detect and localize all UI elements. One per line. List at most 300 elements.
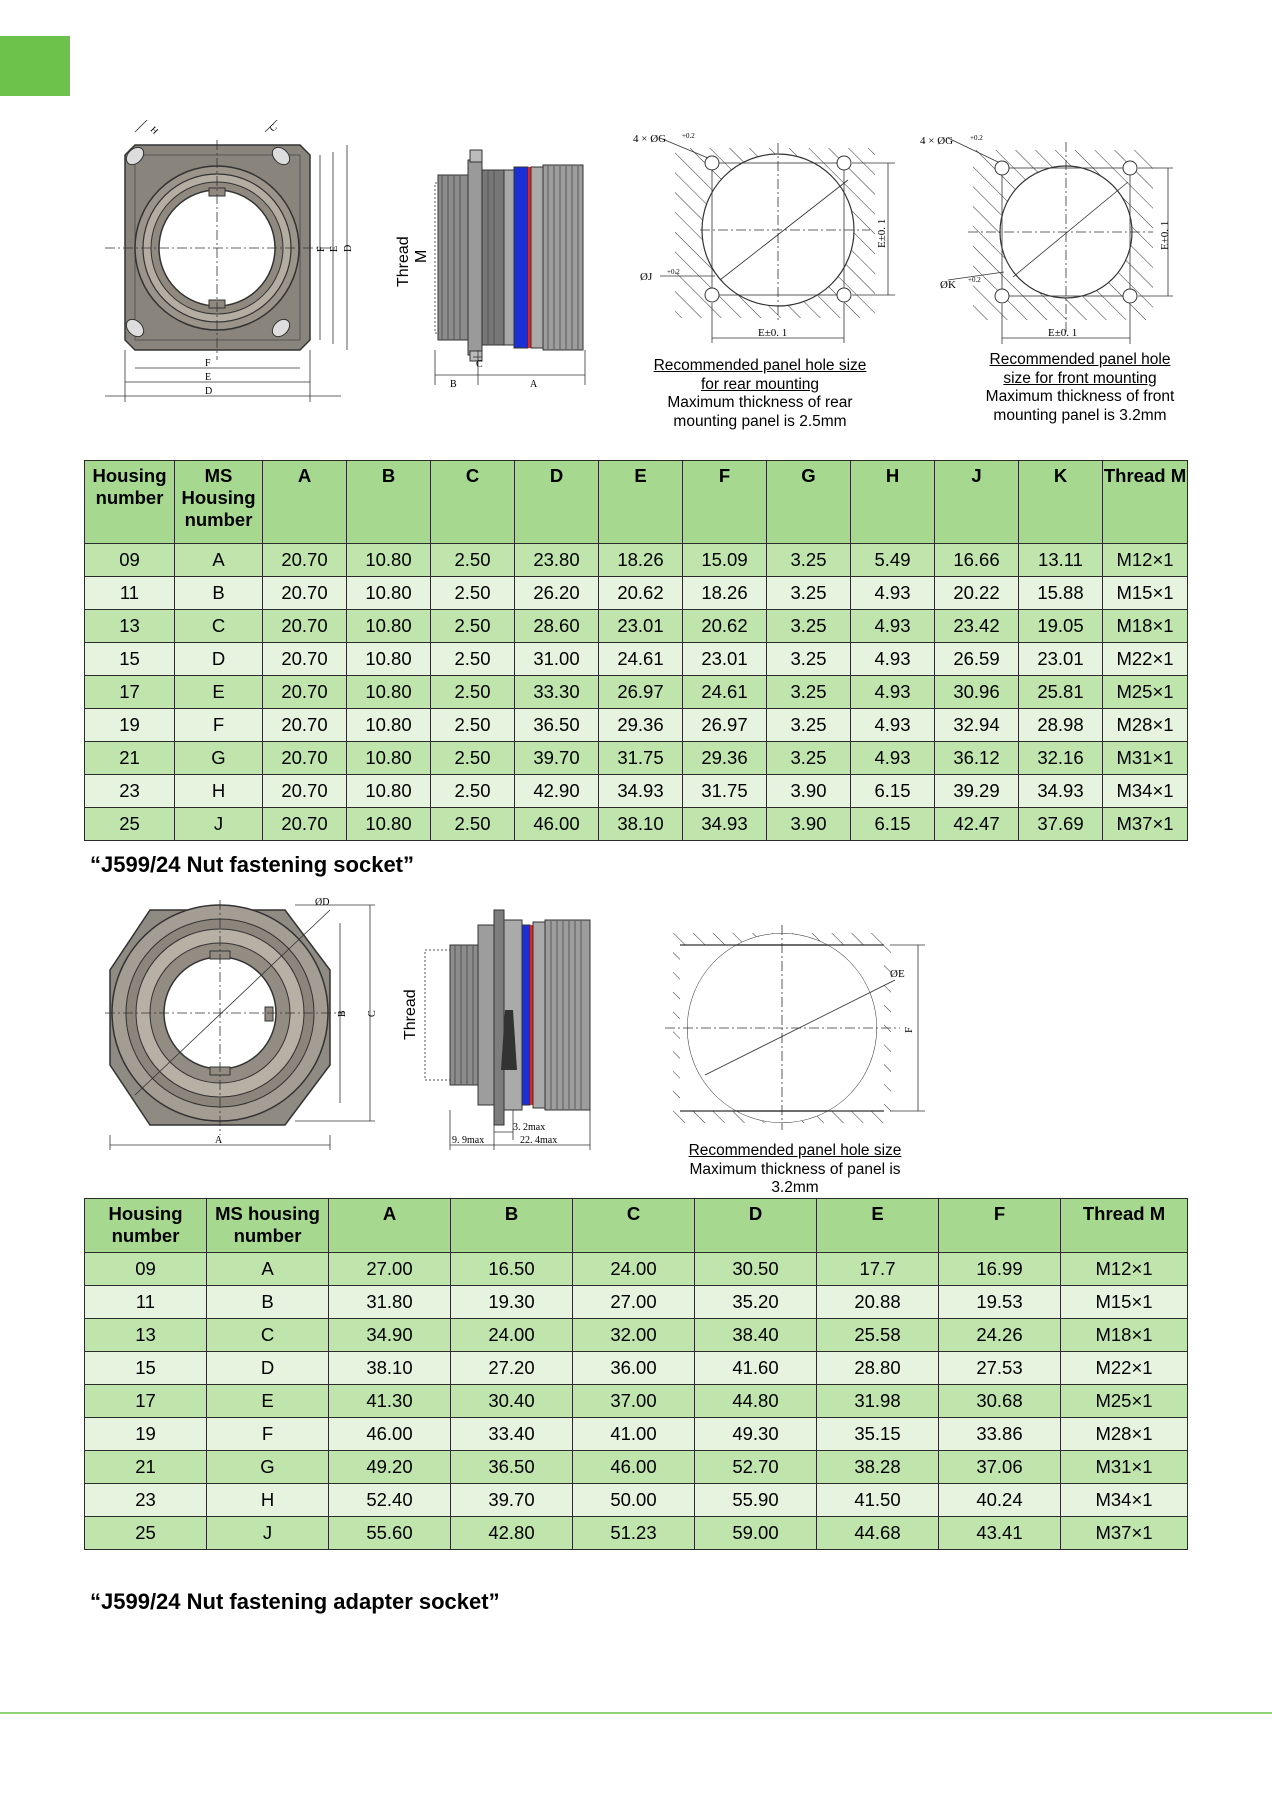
table-cell: 10.80: [347, 643, 431, 676]
table-cell: M15×1: [1103, 577, 1188, 610]
table-cell: 18.26: [599, 544, 683, 577]
table-cell: 32.16: [1019, 742, 1103, 775]
table-cell: 31.75: [599, 742, 683, 775]
front-mounting-cutout-drawing: [918, 132, 1178, 352]
table-cell: 50.00: [573, 1484, 695, 1517]
dim-label-e-vertical: E±0. 1: [876, 218, 888, 248]
table-cell: 25: [85, 1517, 207, 1550]
table-cell: 27.20: [451, 1352, 573, 1385]
table-cell: 2.50: [431, 709, 515, 742]
nut-caption-note-line2: 3.2mm: [771, 1179, 819, 1196]
brand-corner-tab: [0, 36, 70, 96]
table-cell: G: [207, 1451, 329, 1484]
dim-label-e-horizontal: E±0. 1: [758, 327, 788, 339]
table-cell: 11: [85, 1286, 207, 1319]
table-cell: 27.00: [573, 1286, 695, 1319]
table-cell: 35.20: [695, 1286, 817, 1319]
dim-label-3-2max: 3. 2max: [513, 1122, 546, 1133]
table-cell: 24.00: [451, 1319, 573, 1352]
table-cell: G: [175, 742, 263, 775]
nut-socket-cutout-drawing: [665, 925, 945, 1135]
table-cell: 31.00: [515, 643, 599, 676]
dim-label-g-tolerance: +0.2: [682, 132, 695, 140]
table-row: [85, 676, 1188, 709]
column-header: D: [515, 461, 599, 544]
table-cell: H: [207, 1484, 329, 1517]
table-cell: 3.25: [767, 577, 851, 610]
table-cell: B: [175, 577, 263, 610]
nut-socket-side-view-drawing: [395, 900, 615, 1160]
table-cell: 20.70: [263, 709, 347, 742]
thread-label: Thread: [395, 236, 412, 287]
table-cell: 38.10: [329, 1352, 451, 1385]
table-cell: 10.80: [347, 808, 431, 841]
table-cell: 20.70: [263, 676, 347, 709]
table-row: [85, 1286, 1188, 1319]
table-row: [85, 1451, 1188, 1484]
table-cell: F: [207, 1418, 329, 1451]
nut-fastening-socket-title: “J599/24 Nut fastening socket”: [90, 852, 415, 877]
table-cell: 28.80: [817, 1352, 939, 1385]
table-cell: 6.15: [851, 808, 935, 841]
table-row: [85, 775, 1188, 808]
rear-mounting-cutout-drawing: [630, 128, 910, 358]
table-cell: 2.50: [431, 643, 515, 676]
nut-socket-cutout-caption: [670, 1142, 920, 1198]
column-header: G: [767, 461, 851, 544]
table-cell: 10.80: [347, 742, 431, 775]
dim-label-d: D: [205, 386, 213, 397]
column-header: Thread M: [1061, 1199, 1188, 1253]
table-row: [85, 1385, 1188, 1418]
dim-label-e-horizontal: E±0. 1: [1048, 327, 1078, 339]
table-cell: 6.15: [851, 775, 935, 808]
table-row: [85, 643, 1188, 676]
table-cell: 38.10: [599, 808, 683, 841]
dim-label-d: ØD: [315, 897, 330, 908]
table-cell: 41.00: [573, 1418, 695, 1451]
table-cell: 23.01: [1019, 643, 1103, 676]
table-cell: 4.93: [851, 643, 935, 676]
table-cell: 10.80: [347, 610, 431, 643]
table-cell: 20.70: [263, 610, 347, 643]
dim-label-e-vertical: E: [329, 245, 340, 252]
table-cell: 13: [85, 1319, 207, 1352]
table-cell: A: [207, 1253, 329, 1286]
front-mounting-caption: [955, 351, 1205, 425]
table-cell: 41.60: [695, 1352, 817, 1385]
table-cell: B: [207, 1286, 329, 1319]
table-cell: 42.80: [451, 1517, 573, 1550]
table-cell: A: [175, 544, 263, 577]
table-cell: 5.49: [851, 544, 935, 577]
table-cell: 55.60: [329, 1517, 451, 1550]
table-cell: H: [175, 775, 263, 808]
table-cell: 11: [85, 577, 175, 610]
table-cell: 26.59: [935, 643, 1019, 676]
table-cell: M37×1: [1061, 1517, 1188, 1550]
table-cell: 43.41: [939, 1517, 1061, 1550]
table-cell: 25.81: [1019, 676, 1103, 709]
table-cell: 44.68: [817, 1517, 939, 1550]
table-cell: 20.88: [817, 1286, 939, 1319]
nut-caption-note-line1: Maximum thickness of panel is: [689, 1160, 901, 1178]
table-cell: 46.00: [573, 1451, 695, 1484]
table-cell: M12×1: [1103, 544, 1188, 577]
table-cell: F: [175, 709, 263, 742]
table-cell: 4.93: [851, 709, 935, 742]
table-row: [85, 544, 1188, 577]
table-cell: 10.80: [347, 775, 431, 808]
dim-label-e: ØE: [890, 968, 905, 980]
table-cell: 27.53: [939, 1352, 1061, 1385]
dim-label-g-tolerance: +0.2: [970, 134, 983, 142]
rear-caption-title-line2: for rear mounting: [700, 375, 820, 393]
table-cell: 2.50: [431, 610, 515, 643]
table-cell: 19.05: [1019, 610, 1103, 643]
table-cell: 42.47: [935, 808, 1019, 841]
table-cell: 17: [85, 676, 175, 709]
table-cell: 32.00: [573, 1319, 695, 1352]
table-cell: 10.80: [347, 544, 431, 577]
flange-front-view-drawing: [105, 120, 375, 410]
rear-mounting-caption: [630, 357, 890, 431]
table-cell: C: [175, 610, 263, 643]
table-cell: 17: [85, 1385, 207, 1418]
table-cell: 51.23: [573, 1517, 695, 1550]
table-cell: 40.24: [939, 1484, 1061, 1517]
column-header: B: [451, 1199, 573, 1253]
table-header-row: [85, 1199, 1188, 1253]
column-header: J: [935, 461, 1019, 544]
dim-label-g: 4 × ØG: [633, 133, 667, 145]
column-header: Thread M: [1103, 461, 1188, 544]
dim-label-c: C: [476, 359, 483, 370]
table-cell: 49.20: [329, 1451, 451, 1484]
table-cell: 36.50: [451, 1451, 573, 1484]
column-header: F: [939, 1199, 1061, 1253]
rear-caption-title-line1: Recommended panel hole size: [653, 357, 867, 374]
table-cell: 13: [85, 610, 175, 643]
table-cell: 19.53: [939, 1286, 1061, 1319]
table-cell: 19: [85, 709, 175, 742]
table-cell: M15×1: [1061, 1286, 1188, 1319]
column-header: MS Housing number: [175, 461, 263, 544]
table-cell: 35.15: [817, 1418, 939, 1451]
table-row: [85, 808, 1188, 841]
dim-label-b: B: [450, 379, 457, 390]
table-cell: 37.69: [1019, 808, 1103, 841]
table-row: [85, 709, 1188, 742]
table-cell: 52.40: [329, 1484, 451, 1517]
table-cell: 29.36: [683, 742, 767, 775]
table-row: [85, 1319, 1188, 1352]
table-cell: 2.50: [431, 742, 515, 775]
front-caption-title-line1: Recommended panel hole: [989, 351, 1171, 368]
table-cell: M37×1: [1103, 808, 1188, 841]
table-cell: 20.70: [263, 643, 347, 676]
table-cell: 23: [85, 1484, 207, 1517]
table-cell: 25.58: [817, 1319, 939, 1352]
table-cell: 10.80: [347, 577, 431, 610]
column-header: Housing number: [85, 1199, 207, 1253]
table-cell: 39.29: [935, 775, 1019, 808]
table-cell: 2.50: [431, 676, 515, 709]
table-cell: 24.26: [939, 1319, 1061, 1352]
table-cell: 3.25: [767, 742, 851, 775]
table-cell: 23.01: [599, 610, 683, 643]
column-header: Housing number: [85, 461, 175, 544]
table-cell: 4.93: [851, 577, 935, 610]
table-cell: 36.50: [515, 709, 599, 742]
table-cell: 44.80: [695, 1385, 817, 1418]
column-header: E: [599, 461, 683, 544]
table-cell: 34.93: [1019, 775, 1103, 808]
table-cell: 21: [85, 742, 175, 775]
table-cell: 30.96: [935, 676, 1019, 709]
table-cell: 19: [85, 1418, 207, 1451]
flange-side-view-drawing: [390, 145, 600, 395]
table-cell: 10.80: [347, 676, 431, 709]
table-cell: D: [207, 1352, 329, 1385]
table-cell: 3.25: [767, 544, 851, 577]
table-cell: 39.70: [515, 742, 599, 775]
table-cell: 33.30: [515, 676, 599, 709]
table-cell: 17.7: [817, 1253, 939, 1286]
table-cell: 16.50: [451, 1253, 573, 1286]
table-cell: 31.98: [817, 1385, 939, 1418]
table-cell: M31×1: [1103, 742, 1188, 775]
column-header: B: [347, 461, 431, 544]
table-cell: 20.70: [263, 544, 347, 577]
dim-label-e: E: [205, 372, 212, 383]
table-cell: M22×1: [1061, 1352, 1188, 1385]
table-cell: 46.00: [515, 808, 599, 841]
table-cell: 27.00: [329, 1253, 451, 1286]
table-cell: 20.22: [935, 577, 1019, 610]
table-cell: 2.50: [431, 808, 515, 841]
table-cell: 20.70: [263, 775, 347, 808]
front-caption-title-line2: size for front mounting: [1003, 369, 1157, 387]
table-cell: M25×1: [1103, 676, 1188, 709]
column-header: E: [817, 1199, 939, 1253]
table-row: [85, 1253, 1188, 1286]
table-cell: 31.80: [329, 1286, 451, 1319]
table-cell: 38.40: [695, 1319, 817, 1352]
table-cell: 3.25: [767, 643, 851, 676]
dim-label-k: ØK: [940, 279, 956, 291]
table-cell: 31.75: [683, 775, 767, 808]
table-cell: 20.62: [683, 610, 767, 643]
table-cell: M28×1: [1103, 709, 1188, 742]
table-cell: M18×1: [1103, 610, 1188, 643]
table-cell: 3.25: [767, 610, 851, 643]
table-cell: 52.70: [695, 1451, 817, 1484]
table-cell: 30.50: [695, 1253, 817, 1286]
table-cell: 26.97: [599, 676, 683, 709]
table-cell: 42.90: [515, 775, 599, 808]
table-cell: 28.60: [515, 610, 599, 643]
table-cell: J: [175, 808, 263, 841]
table-cell: 29.36: [599, 709, 683, 742]
table-cell: M31×1: [1061, 1451, 1188, 1484]
table-cell: M12×1: [1061, 1253, 1188, 1286]
table-cell: 20.70: [263, 577, 347, 610]
table-cell: 26.97: [683, 709, 767, 742]
table-cell: D: [175, 643, 263, 676]
dim-label-d-vertical: D: [343, 244, 354, 252]
dim-label-f: F: [903, 1026, 915, 1033]
table-cell: 10.80: [347, 709, 431, 742]
table-row: [85, 1517, 1188, 1550]
table-cell: 2.50: [431, 544, 515, 577]
table-cell: 34.93: [599, 775, 683, 808]
table-cell: 16.99: [939, 1253, 1061, 1286]
table-cell: 34.93: [683, 808, 767, 841]
table-cell: 3.25: [767, 709, 851, 742]
table-cell: 23: [85, 775, 175, 808]
dim-label-e-vertical: E±0. 1: [1159, 220, 1171, 250]
table-cell: 4.93: [851, 676, 935, 709]
column-header: C: [431, 461, 515, 544]
table-cell: 46.00: [329, 1418, 451, 1451]
table-cell: 2.50: [431, 577, 515, 610]
table-cell: 41.30: [329, 1385, 451, 1418]
table-cell: 15: [85, 1352, 207, 1385]
table-cell: 24.61: [599, 643, 683, 676]
table-cell: 49.30: [695, 1418, 817, 1451]
column-header: C: [573, 1199, 695, 1253]
table-cell: 33.40: [451, 1418, 573, 1451]
table-cell: E: [175, 676, 263, 709]
table-cell: M18×1: [1061, 1319, 1188, 1352]
table-cell: 09: [85, 1253, 207, 1286]
dim-label-f-vertical: F: [316, 246, 327, 252]
table-cell: 13.11: [1019, 544, 1103, 577]
table-cell: 09: [85, 544, 175, 577]
dim-label-j: ØJ: [640, 271, 653, 283]
dim-label-j-tolerance: +0.2: [667, 268, 680, 276]
table-row: [85, 742, 1188, 775]
table-cell: 21: [85, 1451, 207, 1484]
table-cell: 30.68: [939, 1385, 1061, 1418]
table-cell: 26.20: [515, 577, 599, 610]
table-cell: 23.42: [935, 610, 1019, 643]
table-row: [85, 1352, 1188, 1385]
table-cell: 59.00: [695, 1517, 817, 1550]
table-cell: M28×1: [1061, 1418, 1188, 1451]
column-header: A: [263, 461, 347, 544]
table-cell: 2.50: [431, 775, 515, 808]
table-cell: 25: [85, 808, 175, 841]
table-cell: 37.06: [939, 1451, 1061, 1484]
table-cell: 36.00: [573, 1352, 695, 1385]
table-cell: 3.25: [767, 676, 851, 709]
dim-label-c: C: [267, 122, 279, 134]
rear-caption-note-line1: Maximum thickness of rear: [667, 394, 853, 411]
table-cell: 23.01: [683, 643, 767, 676]
dim-label-c: C: [367, 1010, 378, 1017]
table-cell: 30.40: [451, 1385, 573, 1418]
table-cell: M22×1: [1103, 643, 1188, 676]
table-cell: 15.09: [683, 544, 767, 577]
table-cell: M34×1: [1103, 775, 1188, 808]
rear-caption-note-line2: mounting panel is 2.5mm: [673, 412, 847, 430]
table-cell: 20.62: [599, 577, 683, 610]
table-cell: C: [207, 1319, 329, 1352]
table-cell: 34.90: [329, 1319, 451, 1352]
table-cell: 32.94: [935, 709, 1019, 742]
column-header: D: [695, 1199, 817, 1253]
dim-label-k-tolerance: +0.2: [968, 276, 981, 284]
table-cell: 24.61: [683, 676, 767, 709]
dim-label-22-4max: 22. 4max: [520, 1135, 558, 1146]
table-row: [85, 610, 1188, 643]
table-cell: 19.30: [451, 1286, 573, 1319]
column-header: K: [1019, 461, 1103, 544]
table-cell: 4.93: [851, 610, 935, 643]
front-caption-note-line1: Maximum thickness of front: [985, 388, 1175, 405]
table-cell: E: [207, 1385, 329, 1418]
dim-label-g: 4 × ØG: [920, 135, 954, 147]
table-row: [85, 1484, 1188, 1517]
table-cell: 15.88: [1019, 577, 1103, 610]
thread-m-label: M: [413, 249, 430, 263]
table-cell: 3.90: [767, 808, 851, 841]
footer-divider: [0, 1712, 1272, 1714]
table-cell: 55.90: [695, 1484, 817, 1517]
dim-label-h: H: [148, 124, 161, 137]
table-header-row: [85, 461, 1188, 544]
table-cell: J: [207, 1517, 329, 1550]
nut-caption-title: Recommended panel hole size: [688, 1142, 902, 1159]
table-row: [85, 1418, 1188, 1451]
nut-fastening-adapter-socket-title: “J599/24 Nut fastening adapter socket”: [90, 1589, 500, 1614]
table-cell: 20.70: [263, 742, 347, 775]
column-header: MS housing number: [207, 1199, 329, 1253]
dim-label-9-9max: 9. 9max: [452, 1135, 485, 1146]
table-row: [85, 577, 1188, 610]
table-cell: 20.70: [263, 808, 347, 841]
table-cell: M25×1: [1061, 1385, 1188, 1418]
table-cell: 24.00: [573, 1253, 695, 1286]
nut-socket-front-view-drawing: [105, 895, 385, 1155]
front-caption-note-line2: mounting panel is 3.2mm: [993, 406, 1167, 424]
table-cell: 33.86: [939, 1418, 1061, 1451]
table-cell: 36.12: [935, 742, 1019, 775]
table-cell: 18.26: [683, 577, 767, 610]
table-cell: 23.80: [515, 544, 599, 577]
dim-label-a: A: [215, 1135, 223, 1146]
table-cell: 41.50: [817, 1484, 939, 1517]
table-cell: M34×1: [1061, 1484, 1188, 1517]
table-cell: 4.93: [851, 742, 935, 775]
table-cell: 16.66: [935, 544, 1019, 577]
dim-label-f: F: [205, 358, 211, 369]
column-header: F: [683, 461, 767, 544]
table-cell: 39.70: [451, 1484, 573, 1517]
column-header: H: [851, 461, 935, 544]
column-header: A: [329, 1199, 451, 1253]
thread-label: Thread: [402, 989, 419, 1040]
table-cell: 15: [85, 643, 175, 676]
table-cell: 3.90: [767, 775, 851, 808]
table-cell: 38.28: [817, 1451, 939, 1484]
table-cell: 28.98: [1019, 709, 1103, 742]
dim-label-b: B: [337, 1010, 348, 1017]
flange-socket-dimension-table: [84, 460, 1188, 841]
nut-socket-dimension-table: [84, 1198, 1188, 1550]
